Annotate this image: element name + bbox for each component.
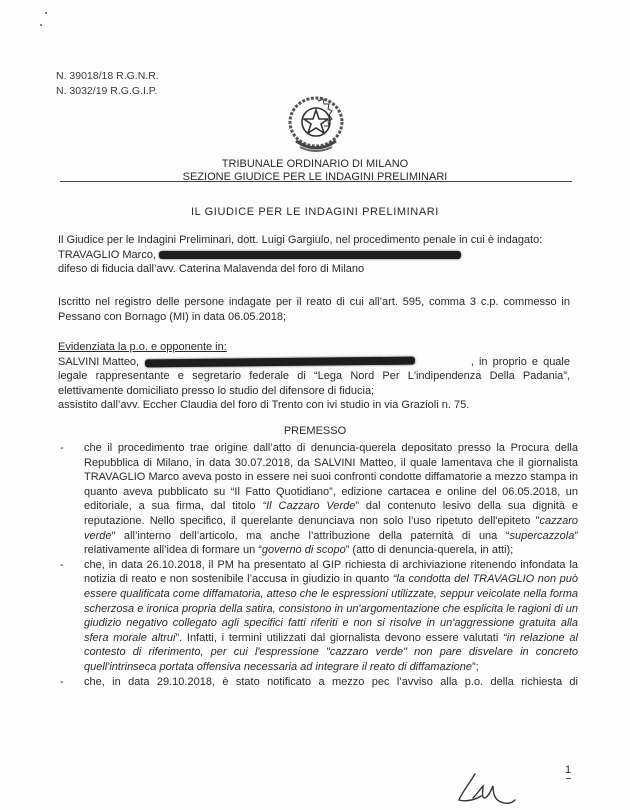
intro-block [58,233,570,277]
offended-party-role: , in proprio e quale [470,355,570,368]
list-item-text: che, in data 29.10.2018, è stato notificato a mezzo pec l’avviso alla p.o. della richiesta di [84,675,578,688]
offended-party-label: Evidenziata la p.o. e opponente in: [58,341,227,353]
page-number-dash [566,778,571,779]
scan-speck [45,12,47,14]
document-title: IL GIUDICE PER LE INDAGINI PRELIMINARI [191,206,439,218]
intro-line: Il Giudice per le Indagini Preliminari, dott. Luigi Gargiulo, nel procedimento penale in cui è indagato: [58,234,543,246]
court-section: SEZIONE GIUDICE PER LE INDAGINI PRELIMINARI [182,171,448,183]
list-item [58,558,578,675]
defendant-name: TRAVAGLIO Marco, [58,248,157,261]
offended-party-name: SALVINI Matteo, [58,355,140,368]
list-item [58,441,578,558]
defense-line: difeso di fiducia dall’avv. Caterina Malavenda del foro di Milano [58,263,365,276]
scan-speck [40,24,42,26]
offended-party-lawyer: assistito dall’avv. Eccher Claudia del foro di Trento con ivi studio in via Grazioli n. 75. [58,399,470,412]
italian-republic-emblem-icon [286,93,346,155]
header-divider [60,181,572,182]
redacted-data [145,356,415,367]
premesso-list [58,441,578,689]
redacted-data [159,251,461,259]
page-number: 1 [565,764,572,776]
list-item [58,675,578,690]
premesso-heading: PREMESSO [283,425,347,437]
offended-party-representation: legale rappresentante e segretario federale di “Lega Nord Per L'indipendenza Della Padania”, [58,370,570,383]
handwritten-signature-icon [455,770,525,810]
court-name: TRIBUNALE ORDINARIO DI MILANO [221,158,409,170]
bullet-dash: - [60,558,64,571]
bullet-dash: - [60,675,64,688]
offended-party-block [58,340,570,413]
offended-party-domicile: elettivamente domiciliato presso lo studio del difensore di fiducia; [58,384,375,397]
list-item-text: che, in data 26.10.2018, il PM ha presentato al GIP richiesta di archiviazione ritenendo infondata la notizia di reato e non sostenibile l’accusa in giudizio in quanto “la condotta del TRAVAGLIO non può essere qualificata come diffamatoria, atteso che le espressioni utilizzate, seppur veicolate nella forma scherzosa e ironica propria della satira, consistono in un'argomentazione che esplicita le ragioni di un giudizio negativo collegato agli specifici fatti riferiti e non si risolve in un'aggressione gratuita alla sfera morale altrui”. Infatti, i termini utilizzati dal giornalista devono essere valutati “in relazione al contesto di riferimento, per cui l'espressione "cazzaro verde" non pare disvelare in concreto quell'intrinseca portata offensiva necessaria ad integrare il reato di diffamazione”; [84,558,578,673]
case-references [56,69,159,99]
offended-party-line [58,355,570,370]
ref-rgnr: N. 39018/18 R.G.N.R. [56,70,159,82]
defendant-line [58,248,570,263]
registration-text: Iscritto nel registro delle persone indagate per il reato di cui all’art. 595, comma 3 c.p. commesso in Pessano con Bornago (MI) in data 06.05.2018; [58,296,570,323]
ref-rggip: N. 3032/19 R.G.G.I.P. [56,85,158,97]
list-item-text: che il procedimento trae origine dall’atto di denuncia-querela depositato presso la Procura della Repubblica di Milano, in data 30.07.2018, da SALVINI Matteo, il quale lamentava che il giornalista TRAVAGLIO Marco aveva posto in essere nei suoi confronti condotte diffamatorie a mezzo stampa in quanto aveva pubblicato su “Il Fatto Quotidiano”, edizione cartacea e online del 06.05.2018, un editoriale, a sua firma, dal titolo “Il Cazzaro Verde” dal contenuto lesivo della sua dignità e reputazione. Nello specifico, il querelante denunciava non solo l’uso ripetuto dell'epiteto "cazzaro verde" all’interno dell’articolo, ma anche l’attribuzione della paternità di una “supercazzola” relativamente all’idea di formare un “governo di scopo” (atto di denuncia-querela, in atti); [84,442,578,557]
bullet-dash: - [60,442,64,454]
